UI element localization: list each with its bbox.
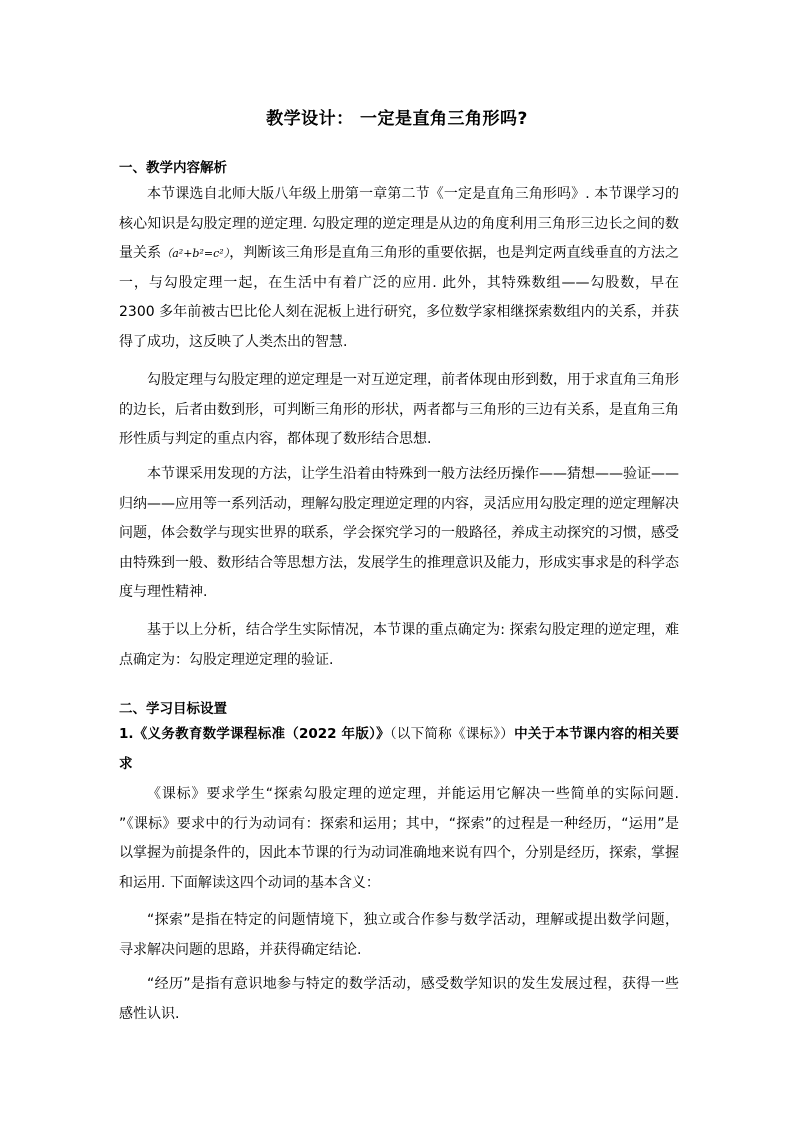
paragraph-theorem-relation: 勾股定理与勾股定理的逆定理是一对互逆定理，前者体现由形到数，用于求直角三角形的边长，后者由数到形，可判断三角形的形状，两者都与三角形的三边有关系，是直角三角形性质与判定的重点内容，都体现了数形结合思想. [119,372,679,448]
section-heading-content-analysis: 一、教学内容解析 [119,160,227,176]
pythagorean-formula: （a²+b²=c²） [161,247,230,261]
curriculum-standard-title: 1.《义务教育数学课程标准（2022 年版）》 [119,726,390,742]
paragraph-explore-definition: “探索”是指在特定的问题情境下，独立或合作参与数学活动，理解或提出数学问题，寻求解决问题的思路，并获得确定结论. [119,912,679,958]
paragraph-text: 本节课选自北师大版八年级上册第一章第二节《一定是直角三角形吗》. 本节课学习的核心知识是勾股定理的逆定理. 勾股定理的逆定理是从边的角度利用三角形三边长之间的数量关系 [119,186,679,262]
paragraph-content-intro [119,180,679,358]
curriculum-requirement-heading [119,720,679,779]
requirement-title-rest: 中关于本节课内容的相关要求 [119,726,680,772]
document-title: 教学设计： 一定是直角三角形吗? [266,109,528,129]
paragraph-curriculum-requirement: 《课标》要求学生“探索勾股定理的逆定理，并能运用它解决一些简单的实际问题. ”《课标》要求中的行为动词有：探索和运用；其中，“探索”的过程是一种经历，“运用”是以掌握为前提条件的，因此本节课的行为动词准确地来说有四个，分别是经历，探索，掌握和运用. 下面解读这四个动词的基本含义： [119,786,679,891]
paragraph-key-points: 基于以上分析，结合学生实际情况，本节课的重点确定为: 探索勾股定理的逆定理，难点确定为：勾股定理逆定理的验证. [119,622,679,668]
section-heading-learning-goals: 二、学习目标设置 [119,701,227,717]
paragraph-text: ，判断该三角形是直角三角形的重要依据，也是判定两直线垂直的方法之一，与勾股定理一起，在生活中有着广泛的应用. 此外，其特殊数组——勾股数，早在 2300 多年前被古巴比伦人刻在泥板上进行研究，多位数学家相继探索数组内的关系，并获得了成功，这反映了人类杰出的智慧. [119,245,679,350]
paragraph-teaching-method: 本节课采用发现的方法，让学生沿着由特殊到一般方法经历操作——猜想——验证——归纳——应用等一系列活动，理解勾股定理逆定理的内容，灵活应用勾股定理的逆定理解决问题，体会数学与现实世界的联系，学会探究学习的一般路径，养成主动探究的习惯，感受由特殊到一般、数形结合等思想方法，发展学生的推理意识及能力，形成实事求是的科学态度与理性精神. [119,466,679,601]
paragraph-experience-definition: “经历”是指有意识地参与特定的数学活动，感受数学知识的发生发展过程，获得一些感性认识. [119,976,679,1022]
abbreviation-note: （以下简称《课标》） [389,726,515,742]
